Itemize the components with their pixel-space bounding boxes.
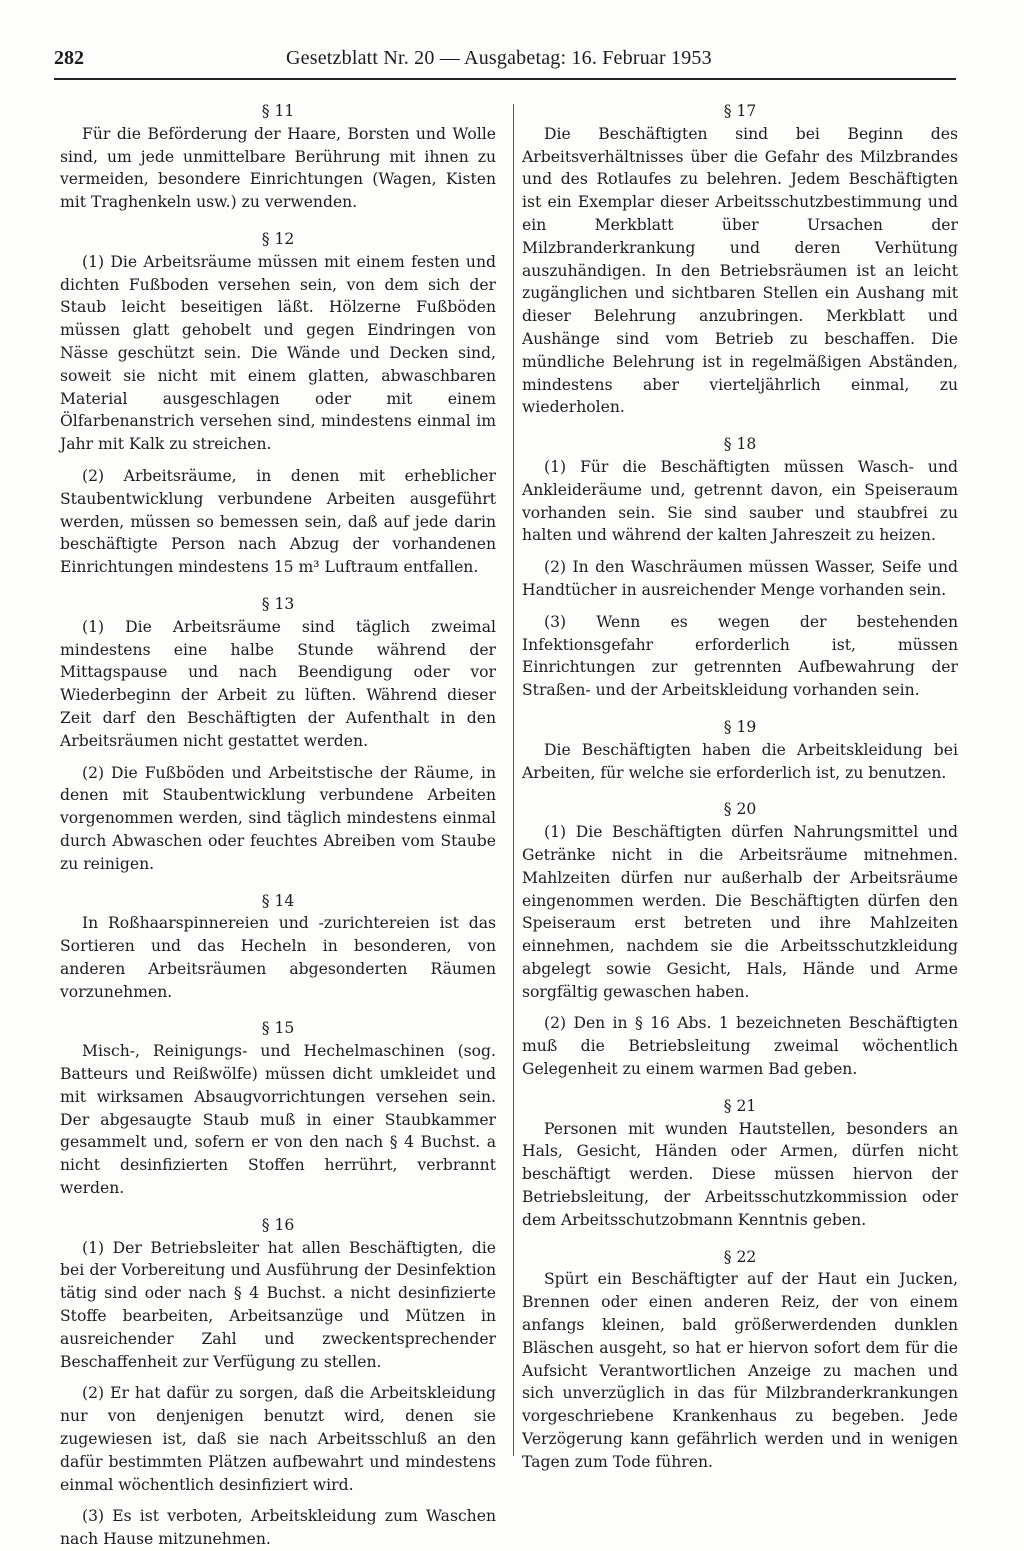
paragraph: Für die Beförderung der Haare, Borsten und Wolle sind, um jede unmittelbare Berührung mit ihnen zu vermeiden, besondere Einrichtungen (Wagen, Kisten mit Traghenkeln usw.) zu verwenden. [60,124,496,212]
section-heading: § 21 [723,1096,757,1115]
paragraph: Spürt ein Beschäftigter auf der Haut ein Jucken, Brennen oder einen anderen Reiz, der von einem anfangs kleinen, bald größerwerdenden dunklen Bläschen ausgeht, so hat er hiervon sofort dem für die Aufsicht Verantwortlichen Anzeige zu machen und sich unverzüglich in das für Milzbranderkrankungen vorgeschriebene Krankenhaus zu begeben. Jede Verzögerung kann gefährlich werden und in wenigen Tagen zum Tode führen. [522,1270,958,1471]
page-header [54,44,956,80]
paragraph: (1) Die Arbeitsräume müssen mit einem festen und dichten Fußboden versehen sein, von dem sich der Staub leicht beseitigen läßt. Hölzerne Fußböden müssen glatt gehobelt und gegen Eindringen von Nässe geschützt sein. Die Wände und Decken sind, soweit sie nicht mit einem glatten, abwaschbaren Material ausgeschlagen oder mit einem Ölfarbenanstrich versehen sind, mindestens einmal im Jahr mit Kalk zu streichen. [60,252,496,454]
section-12 [60,228,496,579]
paragraph: Personen mit wunden Hautstellen, besonders an Hals, Gesicht, Händen oder Armen, dürfen nicht beschäftigt werden. Diese müssen hiervon der Betriebsleitung, der Arbeitsschutzkommission oder dem Arbeitsschutzobmann Kenntnis geben. [522,1119,958,1229]
section-heading: § 18 [723,435,757,454]
section-heading: § 14 [261,891,295,910]
paragraph: (2) Er hat dafür zu sorgen, daß die Arbeitskleidung nur von denjenigen benutzt wird, denen sie zugewiesen ist, daß sie nach Arbeitsschluß an den dafür bestimmten Plätzen aufbewahrt und mindestens einmal wöchentlich desinfiziert wird. [60,1384,496,1494]
paragraph: Misch-, Reinigungs- und Hechelmaschinen (sog. Batteurs und Reißwölfe) müssen dicht umkleidet und mit wirksamen Absaugvorrichtungen versehen sein. Der abgesaugte Staub muß in einer Staubkammer gesammelt und, sofern er von den nach § 4 Buchst. a nicht desinfizierten Stoffen herrührt, verbrannt werden. [60,1042,496,1198]
section-18 [522,433,958,702]
section-heading: § 19 [723,717,757,736]
paragraph: Die Beschäftigten sind bei Beginn des Arbeitsverhältnisses über die Gefahr des Milzbrandes und des Rotlaufes zu belehren. Jedem Beschäftigten ist ein Exemplar dieser Arbeitsschutzbestimmung und ein Merkblatt über Ursachen der Milzbranderkrankung und deren Verhütung auszuhändigen. In den Betriebsräumen ist an leicht zugänglichen und sichtbaren Stellen ein Aushang mit dieser Belehrung anzubringen. Merkblatt und Aushänge sind vom Betrieb zu beschaffen. Die mündliche Belehrung ist in regelmäßigen Abständen, mindestens aber vierteljährlich einmal, zu wiederholen. [522,124,958,417]
paragraph: (1) Für die Beschäftigten müssen Wasch- und Ankleideräume und, getrennt davon, ein Speiseraum vorhanden sein. Sie sind sauber und staubfrei zu halten und während der kalten Jahreszeit zu heizen. [522,457,958,545]
section-heading: § 17 [723,102,757,120]
section-21 [522,1095,958,1232]
section-22 [522,1246,958,1474]
paragraph: (2) Die Fußböden und Arbeitstische der Räume, in denen mit Staubentwicklung verbundene Arbeiten vorgenommen werden, sind täglich mindestens einmal durch Abwaschen oder feuchtes Abreiben vom Staube zu reinigen. [60,763,496,873]
section-14 [60,890,496,1004]
page-number: 282 [54,47,84,69]
section-17 [522,100,958,419]
paragraph: (3) Es ist verboten, Arbeitskleidung zum Waschen nach Hause mitzunehmen. [60,1507,496,1549]
section-16 [60,1214,496,1551]
section-heading: § 16 [261,1215,295,1234]
paragraph: (2) Arbeitsräume, in denen mit erheblicher Staubentwicklung verbundene Arbeiten ausgeführt werden, müssen so bemessen sein, daß auf jede darin beschäftigte Person nach Abzug der vorhandenen Einrichtungen mindestens 15 m³ Luftraum entfallen. [60,466,496,577]
section-heading: § 22 [723,1247,757,1266]
paragraph: In Roßhaarspinnereien und -zurichtereien ist das Sortieren und das Hecheln in besonderen, von anderen Arbeitsräumen abgesonderten Räumen vorzunehmen. [60,914,496,1001]
column-divider [513,104,514,1456]
section-20 [522,798,958,1081]
paragraph: Die Beschäftigten haben die Arbeitskleidung bei Arbeiten, für welche sie erforderlich ist, zu benutzen. [522,740,958,782]
right-column [522,100,958,1474]
section-heading: § 11 [261,102,295,120]
header-title: Gesetzblatt Nr. 20 — Ausgabetag: 16. Februar 1953 [286,47,712,69]
paragraph: (1) Die Arbeitsräume sind täglich zweimal mindestens eine halbe Stunde während der Mittagspause und nach Beendigung oder vor Wiederbeginn der Arbeit zu lüften. Während dieser Zeit darf den Beschäftigten der Aufenthalt in den Arbeitsräumen nicht gestattet werden. [60,617,496,750]
paragraph: (2) In den Waschräumen müssen Wasser, Seife und Handtücher in ausreichender Menge vorhanden sein. [522,558,958,599]
section-15 [60,1017,496,1199]
section-heading: § 20 [723,800,757,819]
section-13 [60,593,496,876]
left-column [60,100,496,1551]
paragraph: (1) Die Beschäftigten dürfen Nahrungsmittel und Getränke nicht in die Arbeitsräume mitnehmen. Mahlzeiten dürfen nur außerhalb der Arbeitsräume eingenommen werden. Die Beschäftigten dürfen den Speiseraum erst betreten und ihre Mahlzeiten einnehmen, nachdem sie die Arbeitsschutzkleidung abgelegt sowie Gesicht, Hals, Hände und Arme sorgfältig gewaschen haben. [522,823,958,1001]
section-heading: § 13 [261,594,295,613]
paragraph: (2) Den in § 16 Abs. 1 bezeichneten Beschäftigten muß die Betriebsleitung zweimal wöchentlich Gelegenheit zu einem warmen Bad geben. [522,1014,958,1079]
paragraph: (1) Der Betriebsleiter hat allen Beschäftigten, die bei der Vorbereitung und Ausführung der Desinfektion tätig sind oder nach § 4 Buchst. a nicht desinfizierte Stoffe bearbeiten, Arbeitsanzüge und Mützen in ausreichender Zahl und zweckentsprechender Beschaffenheit zur Verfügung zu stellen. [60,1238,496,1371]
section-heading: § 15 [261,1019,295,1038]
section-11 [60,100,496,214]
section-heading: § 12 [261,229,295,248]
section-19 [522,716,958,784]
paragraph: (3) Wenn es wegen der bestehenden Infektionsgefahr erforderlich ist, müssen Einrichtungen zur getrennten Aufbewahrung der Straßen- und der Arbeitskleidung vorhanden sein. [522,612,958,700]
